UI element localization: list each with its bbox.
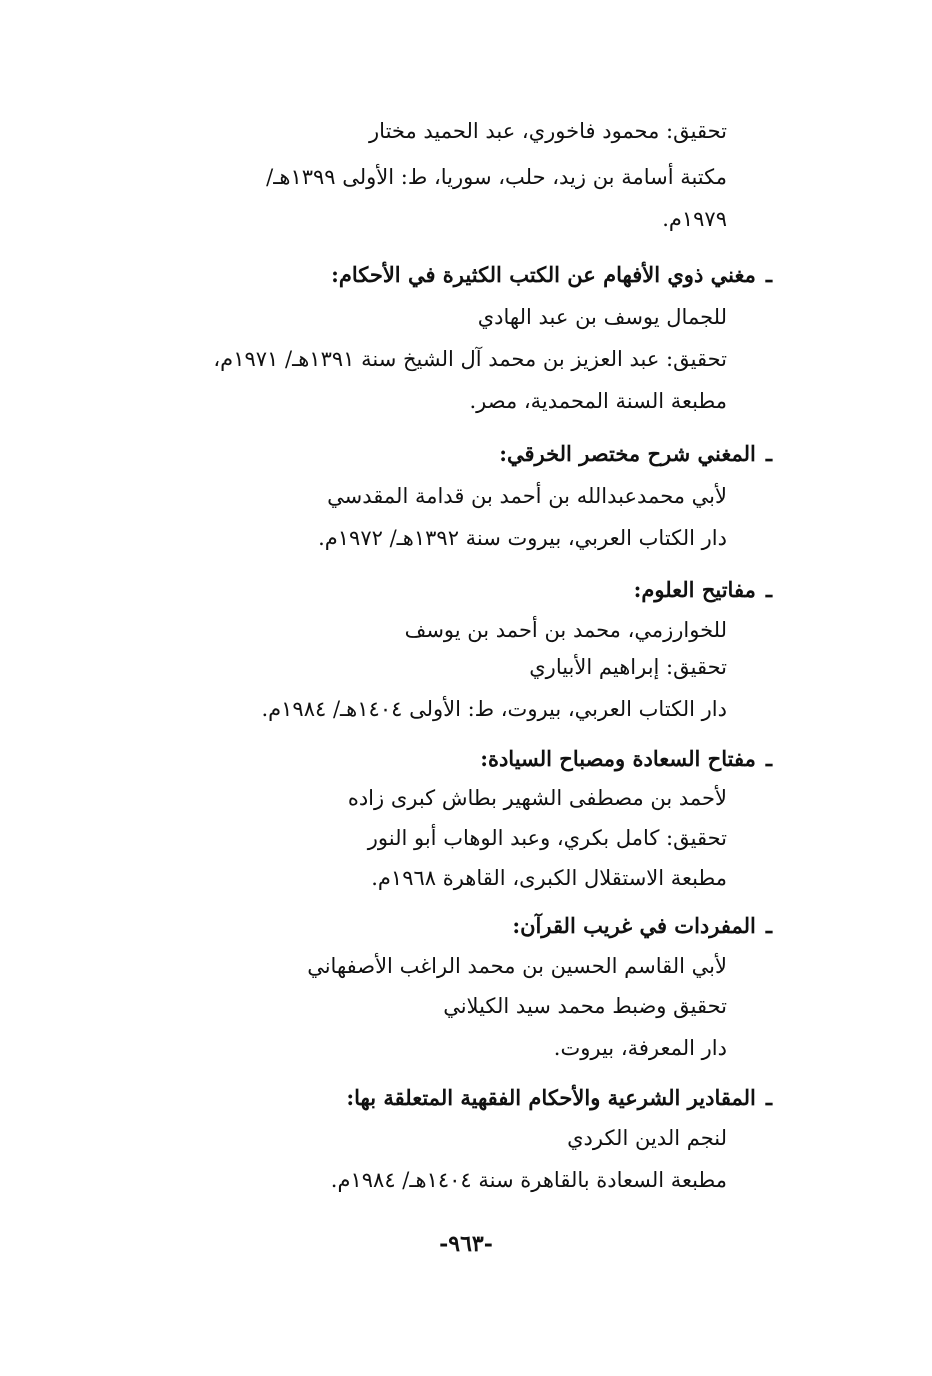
entry-line: تحقيق: إبراهيم الأبياري (529, 655, 727, 679)
entry-line: دار الكتاب العربي، بيروت، ط: الأولى ١٤٠٤هـ/ ١٩٨٤م. (261, 697, 727, 721)
entry-title: ـمفاتيح العلوم: (634, 570, 772, 610)
continued-line: مكتبة أسامة بن زيد، حلب، سوريا، ط: الأولى ١٣٩٩هـ/ (266, 165, 727, 189)
entry-line: مطبعة السنة المحمدية، مصر. (469, 389, 727, 413)
entry-line: مطبعة السعادة بالقاهرة سنة ١٤٠٤هـ/ ١٩٨٤م. (330, 1168, 727, 1192)
entry-line: تحقيق وضبط محمد سيد الكيلاني (443, 994, 727, 1018)
entry-line: تحقيق: عبد العزيز بن محمد آل الشيخ سنة ١٣٩١هـ/ ١٩٧١م، (213, 347, 727, 371)
continued-line: ١٩٧٩م. (662, 207, 727, 231)
entry-line: لأبي القاسم الحسين بن محمد الراغب الأصفهاني (307, 954, 727, 978)
entry-title: ـالمغني شرح مختصر الخرقي: (499, 434, 772, 474)
entry-line: دار الكتاب العربي، بيروت سنة ١٣٩٢هـ/ ١٩٧٢م. (318, 526, 727, 550)
entry-line: للجمال يوسف بن عبد الهادي (477, 305, 727, 329)
entry-line: لأبي محمدعبدالله بن أحمد بن قدامة المقدسي (327, 484, 727, 508)
entry-line: مطبعة الاستقلال الكبرى، القاهرة ١٩٦٨م. (371, 866, 727, 890)
entry-marker: ـ (765, 441, 772, 466)
entry-line: دار المعرفة، بيروت. (553, 1036, 727, 1060)
entry-marker: ـ (765, 262, 772, 287)
entry-title: ـالمقادير الشرعية والأحكام الفقهية المتعلقة بها: (346, 1078, 772, 1118)
entry-line: لنجم الدين الكردي (567, 1126, 727, 1150)
entry-marker: ـ (765, 913, 772, 938)
page-number: -٩٦٣- (439, 1231, 493, 1257)
entry-marker: ـ (765, 746, 772, 771)
entry-title: ـالمفردات في غريب القرآن: (512, 906, 772, 946)
continued-line: تحقيق: محمود فاخوري، عبد الحميد مختار (369, 119, 727, 143)
entry-marker: ـ (765, 577, 772, 602)
entry-title: ـمفتاح السعادة ومصباح السيادة: (480, 739, 772, 779)
entry-line: تحقيق: كامل بكري، وعبد الوهاب أبو النور (367, 826, 727, 850)
entry-title: ـمغني ذوي الأفهام عن الكتب الكثيرة في الأحكام: (331, 255, 772, 295)
entry-line: لأحمد بن مصطفى الشهير بطاش كبرى زاده (347, 786, 727, 810)
entry-marker: ـ (765, 1085, 772, 1110)
entry-line: للخوارزمي، محمد بن أحمد بن يوسف (404, 618, 727, 642)
